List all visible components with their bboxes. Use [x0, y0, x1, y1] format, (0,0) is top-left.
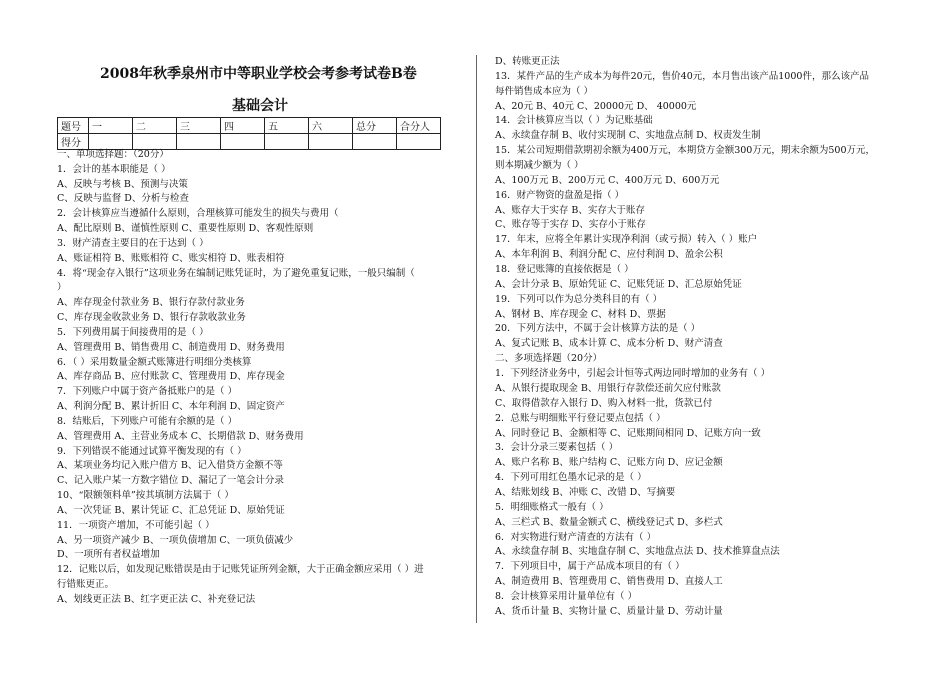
question-line: C、记入账户某一方数字错位 D、漏记了一笔会计分录	[57, 475, 284, 487]
score-table	[57, 117, 441, 150]
score-cell: 三	[177, 118, 221, 134]
question-line: 7．下列账户中属于资产备抵账户的是（ ）	[57, 386, 238, 398]
question-line: A、一次凭证 B、累计凭证 C、汇总凭证 D、原始凭证	[57, 504, 285, 516]
question-line: 12．记账以后，如发现记账错误是由于记账凭证所列金额，大于正确金额应采用（ ）进	[57, 564, 424, 576]
question-line: A、利润分配 B、累计折旧 C、本年利润 D、固定资产	[57, 401, 285, 413]
question-line: A、账证相符 B、账账相符 C、账实相符 D、账表相符	[57, 252, 285, 264]
question-line: 17．年末，应将全年累计实现净利润（或亏损）转入（ ）账户	[495, 234, 758, 246]
question-line: D、转账更正法	[495, 56, 560, 67]
question-line: A、100万元 B、200万元 C、400万元 D、600万元	[495, 174, 720, 186]
question-line: A、永续盘存制 B、实地盘存制 C、实地盘点法 D、技术推算盘点法	[495, 546, 780, 558]
question-line: 1．会计的基本职能是（ ）	[57, 163, 171, 175]
score-cell: 四	[221, 118, 265, 134]
question-line: 13．某件产品的生产成本为每件20元，售价40元，本月售出该产品1000件，那么该产品	[495, 70, 869, 82]
question-line: C、账存等于实存 D、实存小于账存	[495, 219, 646, 231]
question-line: C、取得借款存入银行 D、购入材料一批，货款已付	[495, 397, 713, 409]
question-line: A、复式记账 B、成本计算 C、成本分析 D、财产清查	[495, 338, 723, 350]
column-divider	[476, 55, 477, 623]
question-line: 20．下列方法中，不属于会计核算方法的是（ ）	[495, 323, 701, 335]
question-line: 15．某公司短期借款期初余额为400万元，本期贷方金额300万元，期末余额为500万元，	[495, 145, 875, 157]
score-input-cell	[353, 134, 397, 150]
score-cell: 一	[89, 118, 133, 134]
exam-subject: 基础会计	[232, 98, 288, 114]
question-line: 8．结账后，下列账户可能有余额的是（ ）	[57, 415, 238, 427]
question-line: 则本期减少额为（ ）	[495, 160, 584, 172]
score-cell: 二	[133, 118, 177, 134]
question-line: 4．将“现金存入银行”这项业务在编制记账凭证时，为了避免重复记账，一般只编制（	[57, 267, 415, 279]
question-line: 2．总账与明细账平行登记要点包括（ ）	[495, 412, 666, 424]
question-line: A、结账划线 B、冲账 C、改错 D、写摘要	[495, 486, 676, 498]
question-line: A、本年利润 B、利润分配 C、应付利润 D、盈余公积	[495, 249, 723, 261]
score-input-cell	[265, 134, 309, 150]
question-line: 14．会计核算应当以（ ）为记账基础	[495, 115, 653, 127]
question-line: 一、单项选择题：（20分）	[57, 149, 169, 160]
question-line: 6．（ ）采用数量金额式账簿进行明细分类核算	[57, 356, 252, 368]
question-line: A、会计分录 B、原始凭证 C、记账凭证 D、汇总原始凭证	[495, 278, 742, 290]
question-line: A、制造费用 B、管理费用 C、销售费用 D、直接人工	[495, 576, 723, 588]
question-line: A、某项业务均记入账户借方 B、记入借贷方金额不等	[57, 460, 283, 472]
score-input-cell	[397, 134, 441, 150]
question-line: 二、多项选择题（20分）	[495, 353, 603, 365]
score-input-cell	[133, 134, 177, 150]
score-cell: 得分	[58, 134, 89, 150]
question-line: A、另一项资产减少 B、一项负债增加 C、一项负债减少	[57, 534, 294, 546]
question-line: ）	[57, 282, 67, 294]
question-line: A、20元 B、40元 C、20000元 D、 40000元	[495, 100, 697, 112]
question-line: D、一项所有者权益增加	[57, 549, 160, 561]
question-line: C、反映与监督 D、分析与检查	[57, 193, 189, 205]
question-line: 2．会计核算应当遵循什么原则，合理核算可能发生的损失与费用（	[57, 208, 339, 220]
question-line: 5．下列费用属于间接费用的是（ ）	[57, 326, 209, 338]
question-line: A、三栏式 B、数量金额式 C、横线登记式 D、多栏式	[495, 516, 723, 528]
question-line: A、划线更正法 B、红字更正法 C、补充登记法	[57, 593, 256, 605]
question-line: A、钢材 B、库存现金 C、材料 D、票据	[495, 308, 666, 320]
question-line: 11．一项资产增加，不可能引起（ ）	[57, 519, 215, 531]
score-cell: 六	[309, 118, 353, 134]
exam-title: 2008年秋季泉州市中等职业学校会考参考试卷B卷	[100, 66, 417, 82]
score-input-cell	[221, 134, 265, 150]
score-cell: 合分人	[397, 118, 441, 134]
question-line: A、账户名称 B、账户结构 C、记账方向 D、应记金额	[495, 457, 723, 469]
question-line: A、配比原则 B、谨慎性原则 C、重要性原则 D、客观性原则	[57, 223, 314, 235]
question-line: A、库存商品 B、应付账款 C、管理费用 D、库存现金	[57, 371, 285, 383]
score-cell: 五	[265, 118, 309, 134]
score-input-cell	[177, 134, 221, 150]
question-line: 6．对实物进行财产清查的方法有（ ）	[495, 531, 657, 543]
question-line: A、永续盘存制 B、收付实现制 C、实地盘点制 D、权责发生制	[495, 130, 761, 142]
question-line: 每件销售成本应为（ ）	[495, 85, 594, 97]
question-line: A、库存现金付款业务 B、银行存款付款业务	[57, 297, 245, 309]
question-line: 5．明细账格式一般有（ ）	[495, 501, 609, 513]
question-line: A、账存大于实存 B、实存大于账存	[495, 204, 645, 216]
question-line: A、从银行提取现金 B、用银行存款偿还前欠应付账款	[495, 382, 721, 394]
question-line: 3．会计分录三要素包括（ ）	[495, 442, 619, 454]
score-input-cell	[89, 134, 133, 150]
score-cell: 总分	[353, 118, 397, 134]
question-line: C、库存现金收款业务 D、银行存款收款业务	[57, 312, 246, 324]
question-line: 9．下列错误不能通过试算平衡发现的有（ ）	[57, 445, 247, 457]
question-line: 4．下列可用红色墨水记录的是（ ）	[495, 472, 647, 484]
score-table-header-row	[58, 118, 441, 134]
score-input-cell	[309, 134, 353, 150]
question-line: A、管理费用 A、主营业务成本 C、长期借款 D、财务费用	[57, 430, 304, 442]
question-line: A、同时登记 B、金额相等 C、记账期间相同 D、记账方向一致	[495, 427, 761, 439]
question-line: 1．下列经济业务中，引起会计恒等式两边同时增加的业务有（ ）	[495, 368, 771, 380]
question-line: 8．会计核算采用计量单位有（ ）	[495, 590, 638, 602]
score-cell: 题号	[58, 118, 89, 134]
question-line: 18．登记账簿的直接依据是（ ）	[495, 264, 634, 276]
score-table-score-row	[58, 134, 441, 150]
question-line: A、管理费用 B、销售费用 C、制造费用 D、财务费用	[57, 341, 285, 353]
question-line: 行错账更正。	[57, 579, 115, 591]
question-line: 7．下列项目中，属于产品成本项目的有（ ）	[495, 561, 685, 573]
question-line: A、货币计量 B、实物计量 C、质量计量 D、劳动计量	[495, 605, 723, 617]
question-line: 10、“限额领料单”按其填制方法属于（ ）	[57, 490, 234, 502]
question-line: A、反映与考核 B、预测与决策	[57, 178, 188, 190]
question-line: 3．财产清查主要目的在于达到（ ）	[57, 237, 209, 249]
question-line: 16．财产物资的盘盈是指（ ）	[495, 189, 625, 201]
question-line: 19．下列可以作为总分类科目的有（ ）	[495, 293, 663, 305]
